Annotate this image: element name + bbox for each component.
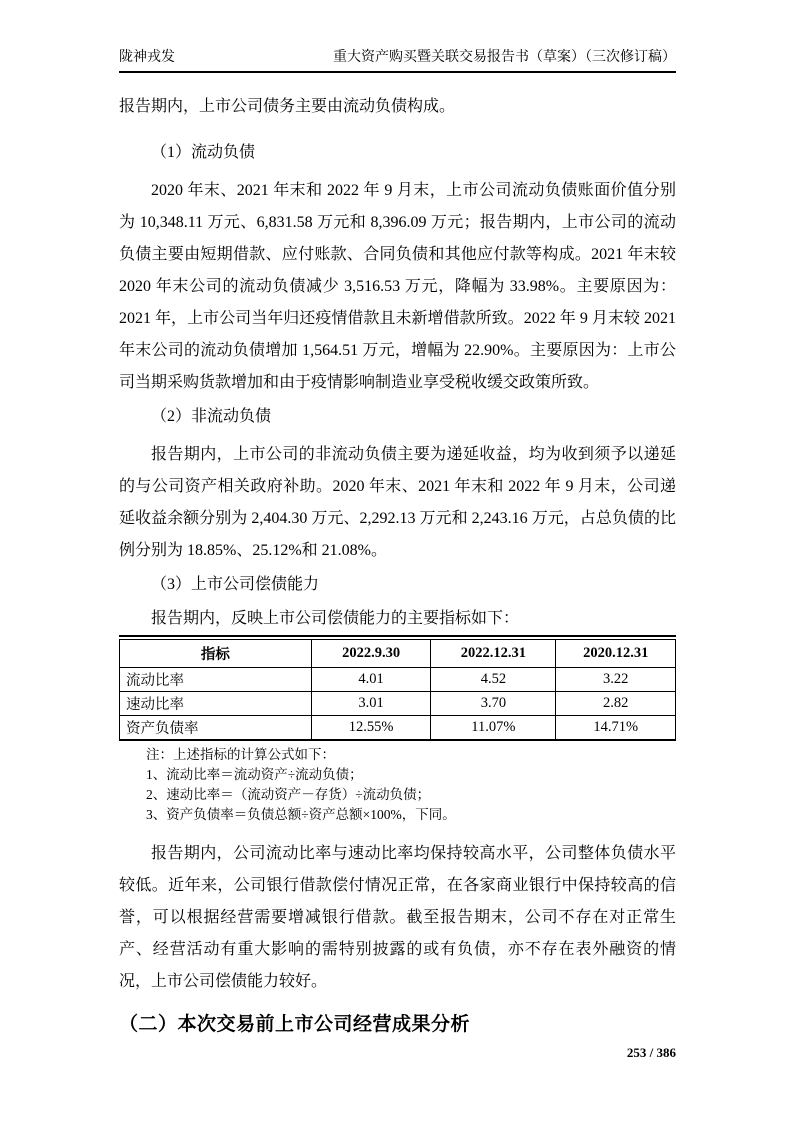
table-row-current-ratio xyxy=(120,668,676,692)
section-1-title: （1）流动负债 xyxy=(151,144,256,161)
paragraph-debt-intro: 报告期内，上市公司债务主要由流动负债构成。 xyxy=(119,98,456,115)
row-label: 资产负债率 xyxy=(120,716,312,741)
note-line: 3、资产负债率＝负债总额÷资产总额×100%，下同。 xyxy=(146,807,456,822)
cell-value: 3.22 xyxy=(556,668,676,692)
table-top-rule xyxy=(119,635,676,637)
table-header-2022-9-30: 2022.9.30 xyxy=(311,640,431,668)
table-header-2020-12-31: 2020.12.31 xyxy=(556,640,676,668)
paragraph-table-lead: 报告期内，反映上市公司偿债能力的主要指标如下： xyxy=(151,610,520,627)
paragraph-solvency-analysis: 报告期内，公司流动比率与速动比率均保持较高水平，公司整体负债水平较低。近年来，公司银行借款偿付情况正常，在各家商业银行中保持较高的信誉，可以根据经营需要增减银行借款。截至报告期末，公司不存在对正常生产、经营活动有重大影响的需特别披露的或有负债，亦不存在表外融资的情况，上市公司偿债能力较好。 xyxy=(119,845,676,990)
cell-value: 12.55% xyxy=(311,716,431,741)
header-report-title: 重大资产购买暨关联交易报告书（草案）（三次修订稿） xyxy=(333,50,676,65)
row-label: 速动比率 xyxy=(120,692,312,716)
note-line: 注：上述指标的计算公式如下： xyxy=(146,747,335,762)
cell-value: 2.82 xyxy=(556,692,676,716)
table-row-debt-ratio xyxy=(120,716,676,741)
page-number: 253 / 386 xyxy=(626,1045,676,1060)
paragraph-noncurrent-liabilities: 报告期内，上市公司的非流动负债主要为递延收益，均为收到须予以递延的与公司资产相关政府补助。2020 年末、2021 年末和 2022 年 9 月末，公司递延收益余额分别为 2,404.30 万元、2,292.13 万元和 2,243.16 万元，占总负债的比例分别为 18.85%、25.12%和 21.08%。 xyxy=(119,446,676,559)
paragraph-current-liabilities: 2020 年末、2021 年末和 2022 年 9 月末，上市公司流动负债账面价值分别为 10,348.11 万元、6,831.58 万元和 8,396.09 万元；报告期内，上市公司的流动负债主要由短期借款、应付账款、合同负债和其他应付款等构成。2021 年末较 2020 年末公司的流动负债减少 3,516.53 万元，降幅为 33.98%。主要原因为：2021 年，上市公司当年归还疫情借款且未新增借款所致。2022 年 9 月末较 2021 年末公司的流动负债增加 1,564.51 万元，增幅为 22.90%。主要原因为：上市公司当期采购货款增加和由于疫情影响制造业享受税收缓交政策所致。 xyxy=(119,182,676,391)
table-notes xyxy=(119,745,676,825)
note-line: 1、流动比率＝流动资产÷流动负债； xyxy=(146,767,363,782)
note-line: 2、速动比率＝（流动资产－存货）÷流动负债； xyxy=(146,787,431,802)
cell-value: 3.01 xyxy=(311,692,431,716)
cell-value: 3.70 xyxy=(431,692,556,716)
cell-value: 4.52 xyxy=(431,668,556,692)
table-row-quick-ratio xyxy=(120,692,676,716)
table-header-indicator: 指标 xyxy=(120,640,312,668)
section-heading-operating-results: （二）本次交易前上市公司经营成果分析 xyxy=(119,1014,471,1035)
solvency-metrics-table xyxy=(119,639,676,741)
section-3-title: （3）上市公司偿债能力 xyxy=(151,576,320,593)
section-2-title: （2）非流动负债 xyxy=(151,408,272,425)
table-header-row xyxy=(120,640,676,668)
header-company-name: 陇神戎发 xyxy=(119,50,175,65)
solvency-table-wrap xyxy=(119,635,676,741)
table-header-2022-12-31: 2022.12.31 xyxy=(431,640,556,668)
cell-value: 14.71% xyxy=(556,716,676,741)
cell-value: 11.07% xyxy=(431,716,556,741)
page-header xyxy=(119,48,676,73)
row-label: 流动比率 xyxy=(120,668,312,692)
cell-value: 4.01 xyxy=(311,668,431,692)
